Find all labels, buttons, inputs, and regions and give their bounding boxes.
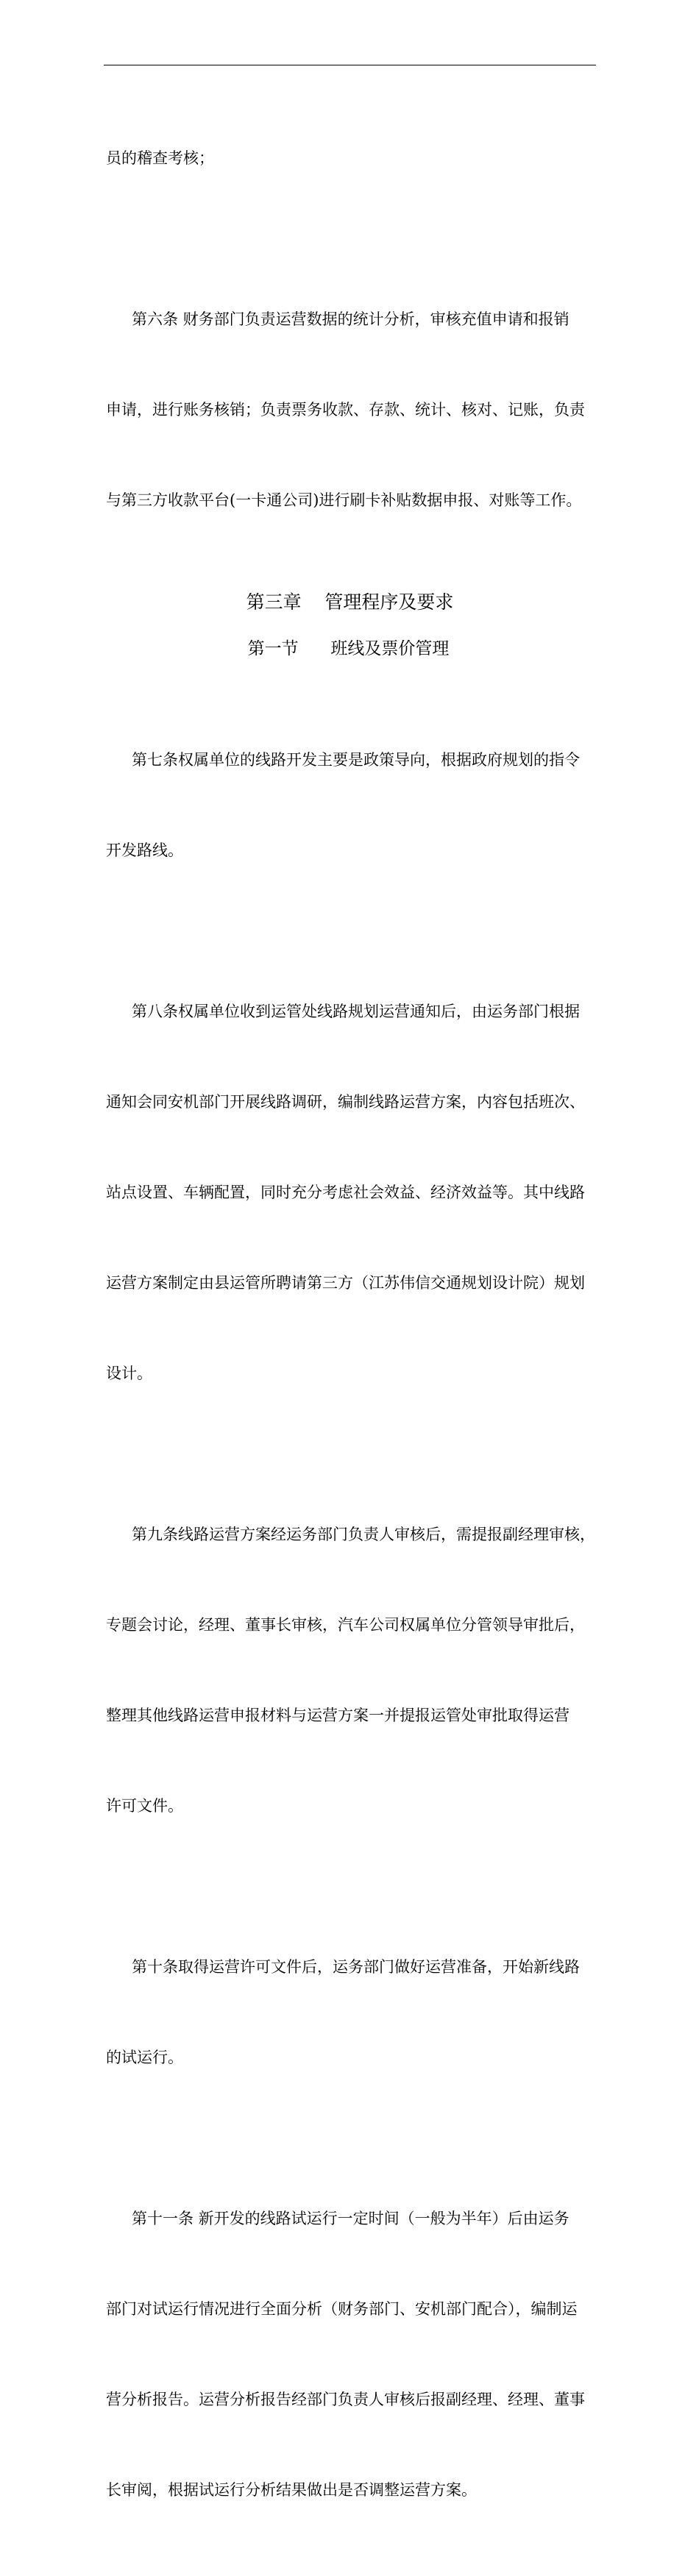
article-11	[106, 2143, 599, 2566]
article-10	[106, 1892, 599, 2133]
text-line: 员的稽查考核；	[106, 149, 214, 167]
article-8	[106, 936, 599, 1449]
text-line: 专题会讨论，经理、董事长审核，汽车公司权属单位分管领导审批后，	[106, 1616, 585, 1634]
paragraph-continuation	[106, 83, 599, 234]
text-line: 申请，进行账务核销；负责票务收款、存款、统计、核对、记账，负责	[106, 401, 585, 419]
text-line: 第七条权属单位的线路开发主要是政策导向，根据政府规划的指令	[132, 751, 580, 769]
text-line: 第八条权属单位收到运管处线路规划运营通知后，由运务部门根据	[132, 1003, 580, 1020]
text-line: 第九条线路运营方案经运务部门负责人审核后，需提报副经理审核，	[132, 1526, 595, 1543]
section-title: 第一节 班线及票价管理	[247, 639, 450, 658]
document-body	[106, 83, 599, 2576]
text-line: 站点设置、车辆配置，同时充分考虑社会效益、经济效益等。其中线路	[106, 1184, 585, 1201]
text-line: 营分析报告。运营分析报告经部门负责人审核后报副经理、经理、董事	[106, 2391, 585, 2408]
article-6	[106, 244, 599, 576]
text-line: 开发路线。	[106, 842, 183, 859]
text-line: 第十条取得运营许可文件后，运务部门做好运营准备，开始新线路	[132, 1958, 580, 1976]
text-line: 部门对试运行情况进行全面分析（财务部门、安机部门配合），编制运	[106, 2300, 578, 2318]
text-line: 设计。	[106, 1365, 152, 1382]
text-line: 与第三方收款平台(一卡通公司)进行刷卡补贴数据申报、对账等工作。	[106, 491, 582, 509]
text-line: 的试运行。	[106, 2049, 183, 2066]
text-line: 第六条 财务部门负责运营数据的统计分析，审核充值申请和报销	[132, 310, 570, 328]
text-line: 第十一条 新开发的线路试运行一定时间（一般为半年）后由运务	[132, 2210, 570, 2227]
chapter-title: 第三章 管理程序及要求	[246, 591, 454, 613]
text-line: 长审阅，根据试运行分析结果做出是否调整运营方案。	[106, 2481, 477, 2499]
text-line: 许可文件。	[106, 1797, 183, 1815]
article-7	[106, 685, 599, 926]
text-line: 运营方案制定由县运管所聘请第三方（江苏伟信交通规划设计院）规划	[106, 1274, 585, 1292]
text-line: 整理其他线路运营申报材料与运营方案一并提报运管处审批取得运营	[106, 1707, 570, 1724]
text-line: 通知会同安机部门开展线路调研，编制线路运营方案，内容包括班次、	[106, 1093, 585, 1111]
article-9	[106, 1459, 599, 1882]
